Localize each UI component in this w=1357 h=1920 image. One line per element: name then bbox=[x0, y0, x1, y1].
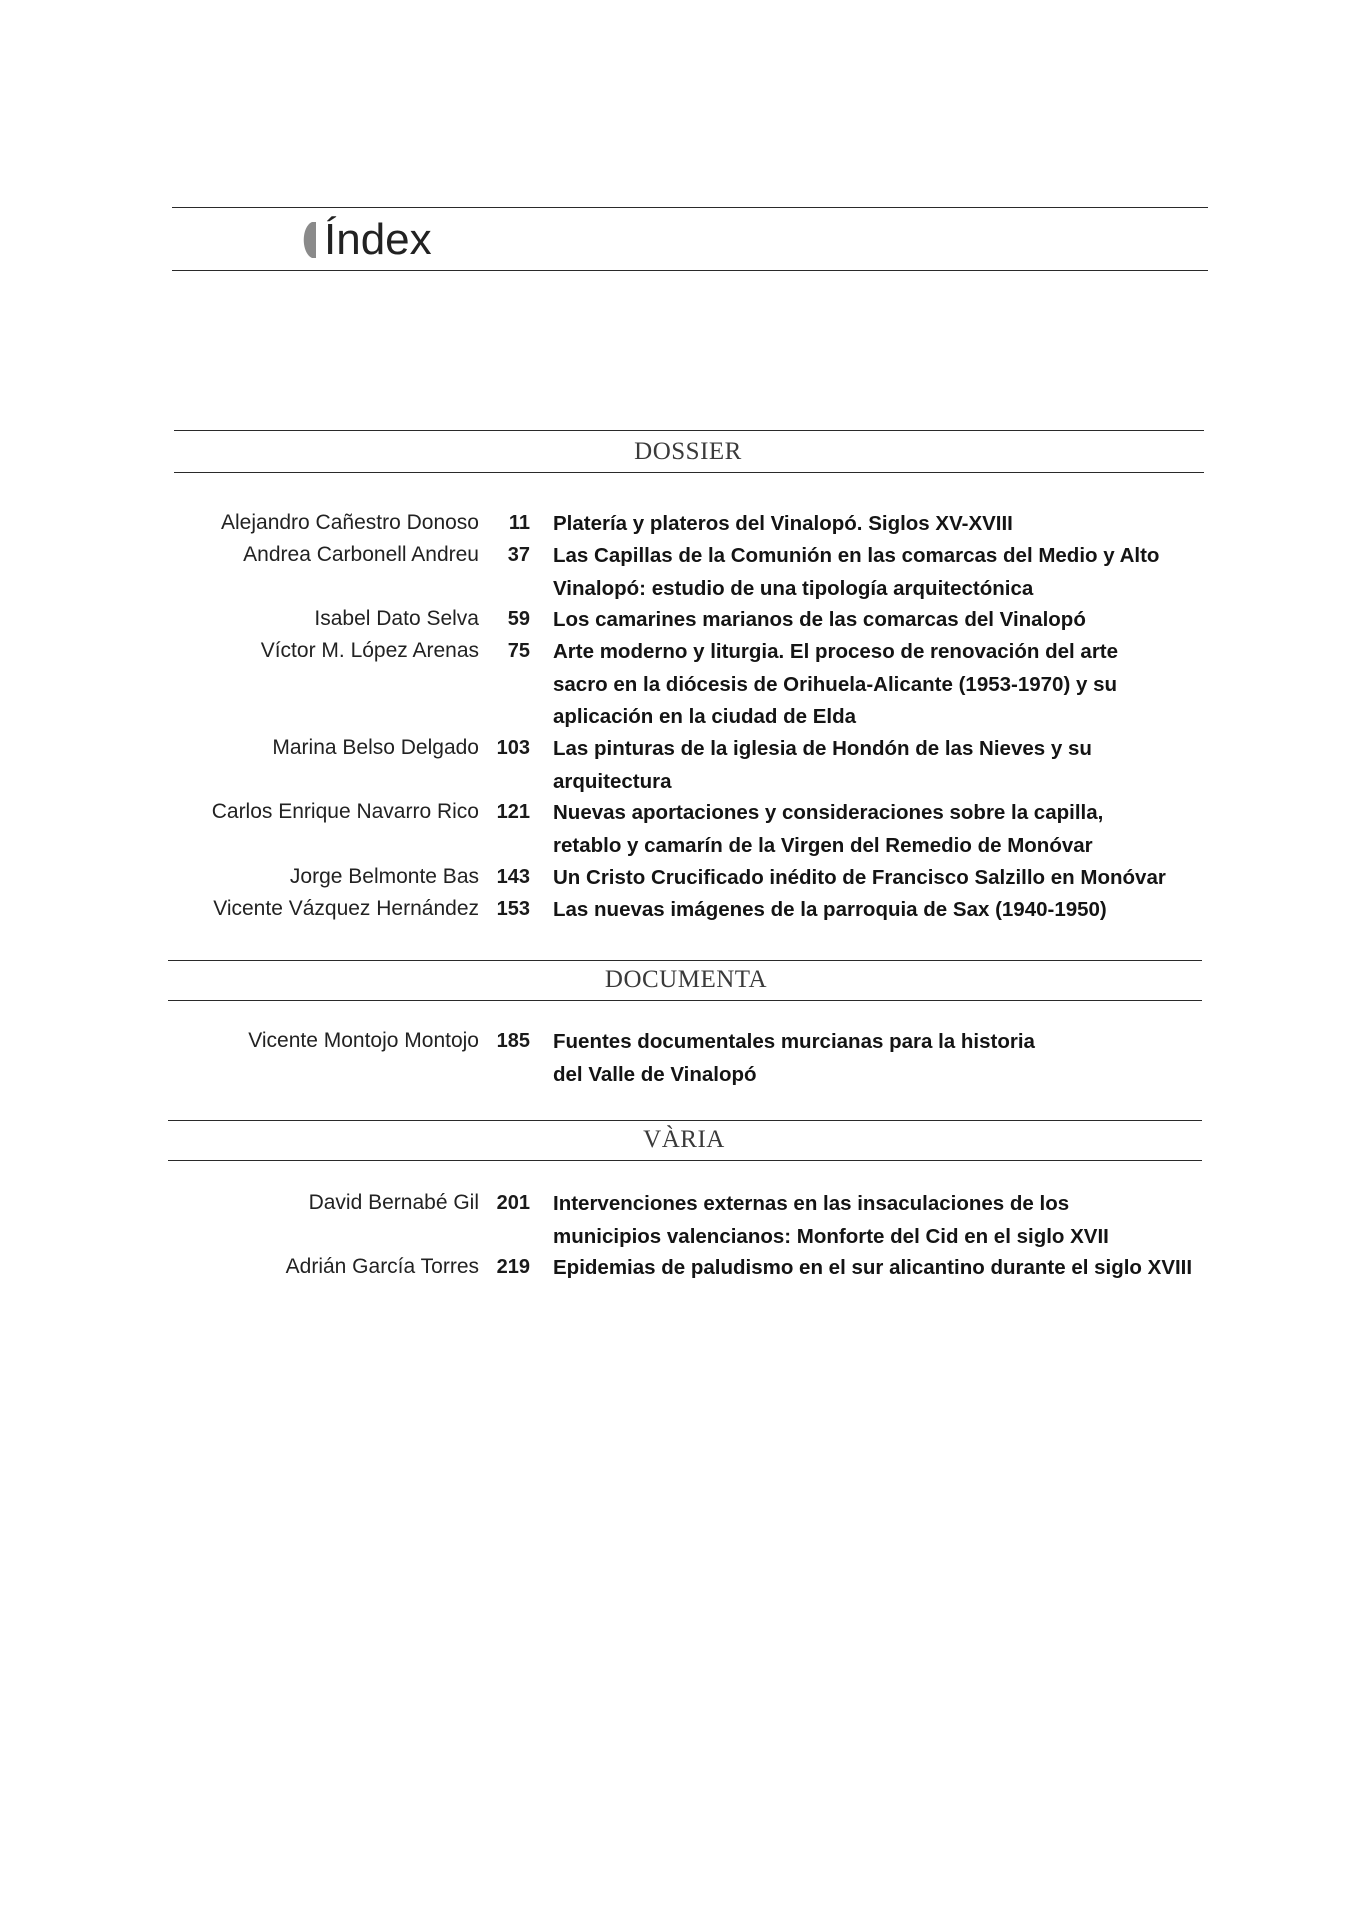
entry-title-line: Epidemias de paludismo en el sur alicantino durante el siglo XVIII bbox=[553, 1256, 1193, 1279]
entry-page-number: 201 bbox=[496, 1192, 530, 1214]
entry-page-number: 103 bbox=[496, 737, 530, 759]
entry-author: Vicente Montojo Montojo bbox=[248, 1029, 479, 1052]
entry-author: David Bernabé Gil bbox=[308, 1191, 479, 1214]
entry-title-line: Las Capillas de la Comunión en las comarcas del Medio y Alto bbox=[553, 544, 1160, 567]
entry-title-line: sacro en la diócesis de Orihuela-Alicante (1953-1970) y su bbox=[553, 672, 1118, 696]
entry-author: Marina Belso Delgado bbox=[272, 736, 479, 759]
entry-title-line: retablo y camarín de la Virgen del Remedio de Monóvar bbox=[553, 833, 1093, 857]
entry-page-number: 75 bbox=[507, 640, 530, 662]
entry-page-number: 37 bbox=[507, 544, 530, 566]
crescent-mark-icon bbox=[298, 221, 318, 259]
entry-title bbox=[553, 604, 1213, 637]
index-heading bbox=[298, 212, 432, 268]
entry-title bbox=[553, 797, 1213, 862]
section-label-varia: VÀRIA bbox=[643, 1126, 725, 1153]
section-label-dossier: DOSSIER bbox=[634, 438, 742, 465]
entry-author: Víctor M. López Arenas bbox=[260, 639, 479, 662]
entry-title-line: del Valle de Vinalopó bbox=[553, 1062, 757, 1086]
entry-title-line: Las nuevas imágenes de la parroquia de Sax (1940-1950) bbox=[553, 898, 1107, 921]
entry-page-number: 219 bbox=[496, 1256, 530, 1278]
section-top-rule bbox=[174, 430, 1204, 431]
entry-title bbox=[553, 1252, 1213, 1285]
entry-page-number: 143 bbox=[496, 866, 530, 888]
entry-page-number: 59 bbox=[507, 608, 530, 630]
entry-author: Alejandro Cañestro Donoso bbox=[221, 511, 479, 534]
section-bottom-rule bbox=[168, 1000, 1202, 1001]
entry-author: Adrián García Torres bbox=[285, 1255, 479, 1278]
entry-author: Vicente Vázquez Hernández bbox=[213, 897, 479, 920]
entry-title bbox=[553, 1188, 1213, 1253]
entry-title-line: Intervenciones externas en las insaculaciones de los bbox=[553, 1192, 1070, 1215]
section-bottom-rule bbox=[168, 1160, 1202, 1161]
entry-title bbox=[553, 540, 1213, 605]
entry-title-line: aplicación en la ciudad de Elda bbox=[553, 705, 857, 728]
entry-title bbox=[553, 508, 1213, 541]
section-bottom-rule bbox=[174, 472, 1204, 473]
entry-title-line: Nuevas aportaciones y consideraciones sobre la capilla, bbox=[553, 801, 1104, 824]
entry-title-line: municipios valencianos: Monforte del Cid en el siglo XVII bbox=[553, 1224, 1109, 1248]
entry-title-line: Los camarines marianos de las comarcas del Vinalopó bbox=[553, 608, 1086, 631]
entry-author: Carlos Enrique Navarro Rico bbox=[211, 800, 479, 823]
entry-page-number: 153 bbox=[496, 898, 530, 920]
entry-title-line: Arte moderno y liturgia. El proceso de renovación del arte bbox=[553, 640, 1119, 663]
section-label-documenta: DOCUMENTA bbox=[604, 966, 768, 993]
section-top-rule bbox=[168, 1120, 1202, 1121]
entry-author: Isabel Dato Selva bbox=[314, 607, 479, 630]
entry-page-number: 185 bbox=[496, 1030, 530, 1052]
entry-title bbox=[553, 733, 1213, 798]
entry-title-line: Las pinturas de la iglesia de Hondón de las Nieves y su bbox=[553, 737, 1092, 760]
entry-page-number: 11 bbox=[508, 512, 530, 534]
entry-author: Jorge Belmonte Bas bbox=[289, 865, 479, 888]
header-bottom-rule bbox=[172, 270, 1208, 271]
page-title: Índex bbox=[324, 215, 432, 264]
entry-title bbox=[553, 862, 1213, 895]
entry-title bbox=[553, 1026, 1213, 1091]
entry-title-line: arquitectura bbox=[553, 769, 672, 793]
entry-title bbox=[553, 636, 1213, 734]
entry-title-line: Un Cristo Crucificado inédito de Francisco Salzillo en Monóvar bbox=[553, 866, 1166, 889]
entry-title bbox=[553, 894, 1213, 927]
header-top-rule bbox=[172, 207, 1208, 208]
entry-title-line: Fuentes documentales murcianas para la historia bbox=[553, 1030, 1035, 1053]
entry-title-line: Vinalopó: estudio de una tipología arquitectónica bbox=[553, 576, 1034, 600]
entry-page-number: 121 bbox=[496, 801, 530, 823]
section-top-rule bbox=[168, 960, 1202, 961]
entry-title-line: Platería y plateros del Vinalopó. Siglos XV-XVIII bbox=[553, 512, 1013, 535]
entry-author: Andrea Carbonell Andreu bbox=[243, 543, 479, 566]
